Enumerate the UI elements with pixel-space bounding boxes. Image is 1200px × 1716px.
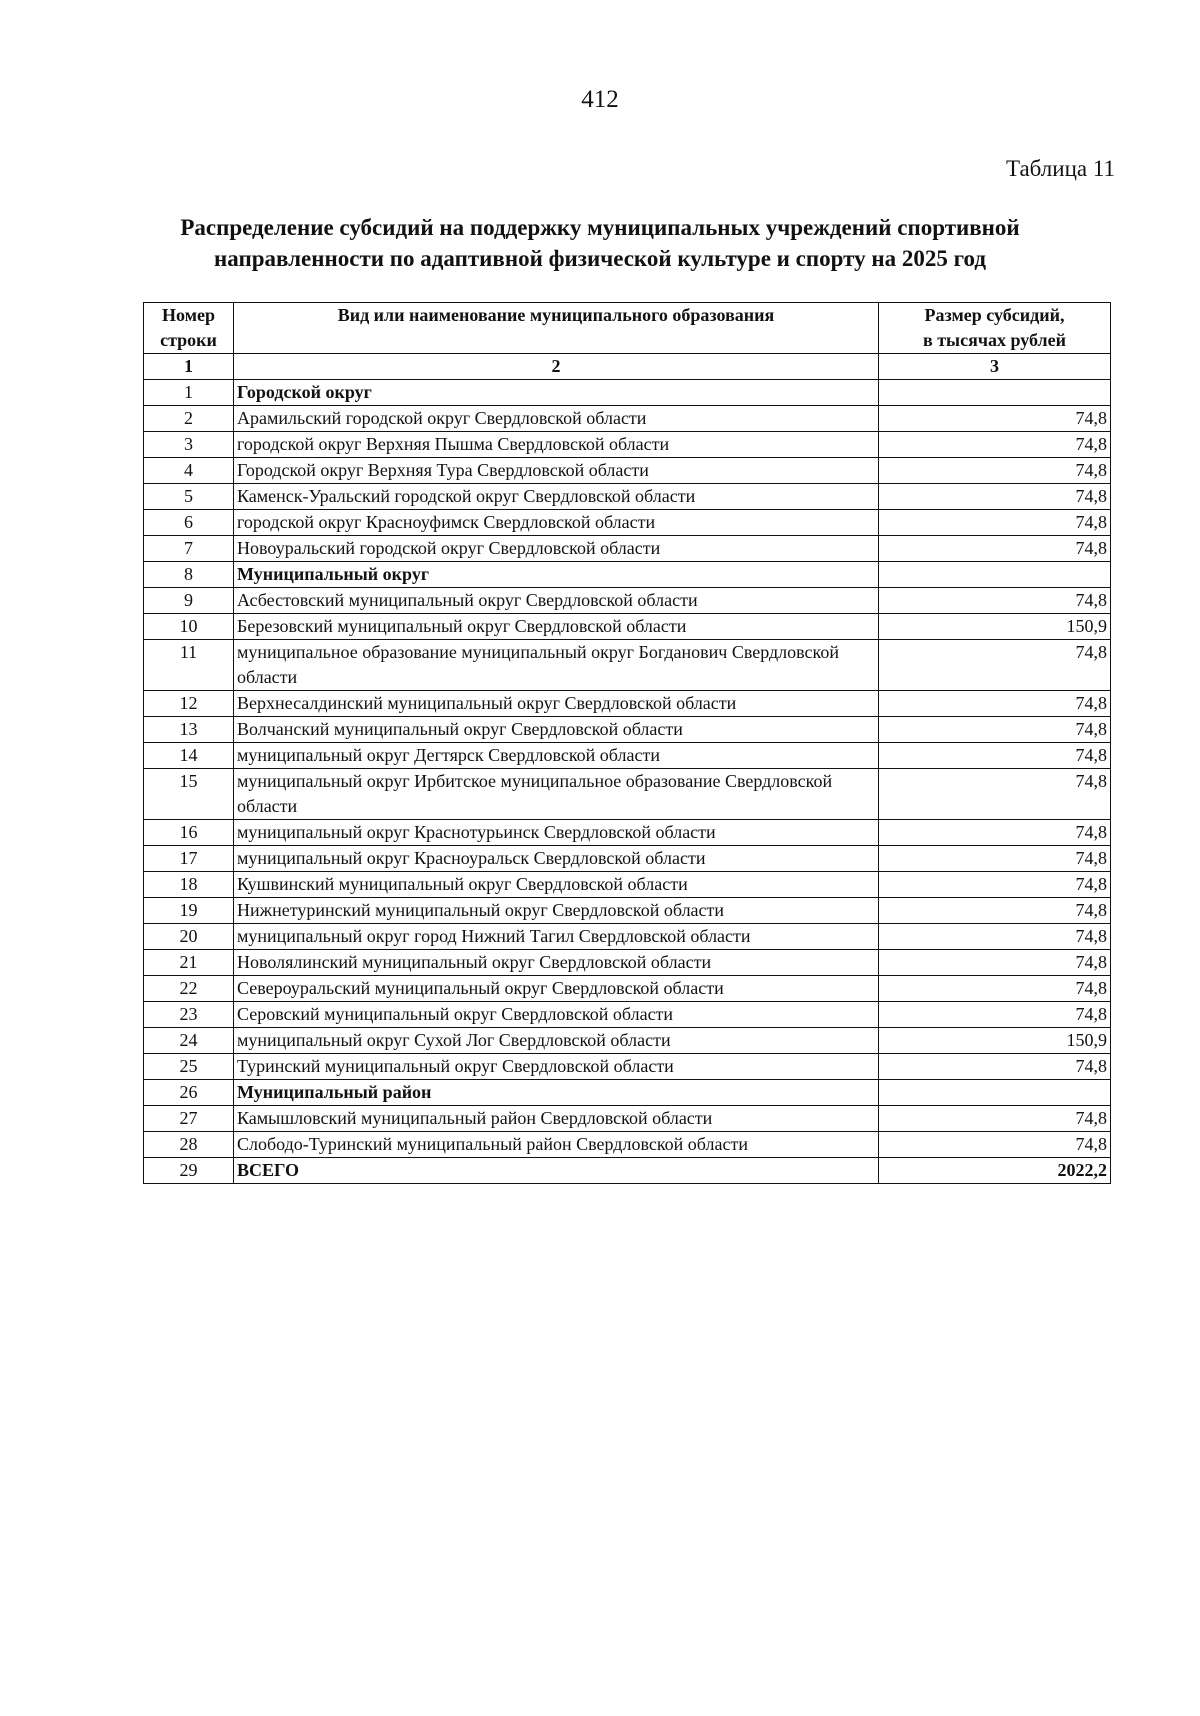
subsidy-value: 74,8 [879,432,1111,458]
row-number: 20 [144,924,234,950]
column-number: 2 [234,354,879,380]
municipality-name: Верхнесалдинский муниципальный округ Свердловской области [234,691,879,717]
table-row [144,1054,1111,1080]
table-row [144,950,1111,976]
row-number: 16 [144,820,234,846]
table-row [144,432,1111,458]
column-numbering-row [144,354,1111,380]
table-label: Таблица 11 [1005,156,1115,181]
subsidy-value: 74,8 [879,950,1111,976]
subsidy-value: 74,8 [879,976,1111,1002]
subsidy-value: 74,8 [879,924,1111,950]
table-row [144,1158,1111,1184]
municipality-name: ВСЕГО [234,1158,879,1184]
municipality-name: муниципальный округ Красноуральск Свердловской области [234,846,879,872]
subsidy-value: 74,8 [879,898,1111,924]
municipality-name: муниципальный округ город Нижний Тагил Свердловской области [234,924,879,950]
subsidy-value: 74,8 [879,406,1111,432]
municipality-name: муниципальный округ Ирбитское муниципальное образование Свердловской области [234,769,879,820]
title-line-1: Распределение субсидий на поддержку муниципальных учреждений спортивной [180,215,1020,240]
subsidy-value: 150,9 [879,1028,1111,1054]
table-row [144,458,1111,484]
subsidy-value: 74,8 [879,1054,1111,1080]
table-row [144,769,1111,820]
municipality-name: Асбестовский муниципальный округ Свердловской области [234,588,879,614]
municipality-name: Туринский муниципальный округ Свердловской области [234,1054,879,1080]
subsidy-value [879,562,1111,588]
row-number: 13 [144,717,234,743]
subsidy-value: 74,8 [879,1106,1111,1132]
table-row [144,1106,1111,1132]
municipality-name: муниципальное образование муниципальный округ Богданович Свердловской области [234,640,879,691]
row-number: 12 [144,691,234,717]
subsidy-value: 74,8 [879,769,1111,820]
subsidy-value: 74,8 [879,846,1111,872]
table-row [144,1080,1111,1106]
table-row [144,640,1111,691]
row-number: 29 [144,1158,234,1184]
row-number: 27 [144,1106,234,1132]
header-row-number: Номер строки [144,303,234,354]
subsidy-value: 74,8 [879,691,1111,717]
table-row [144,1028,1111,1054]
row-number: 24 [144,1028,234,1054]
column-number: 3 [879,354,1111,380]
table-row [144,484,1111,510]
subsidy-value: 2022,2 [879,1158,1111,1184]
municipality-name: Муниципальный округ [234,562,879,588]
table-row [144,872,1111,898]
subsidy-value: 74,8 [879,484,1111,510]
municipality-name: Новоуральский городской округ Свердловской области [234,536,879,562]
subsidy-value: 74,8 [879,640,1111,691]
header-subsidy-line-1: Размер субсидий, [924,305,1065,325]
header-subsidy [879,303,1111,354]
subsidy-value: 74,8 [879,588,1111,614]
subsidy-value: 150,9 [879,614,1111,640]
table-row [144,743,1111,769]
header-subsidy-line-2: в тысячах рублей [922,330,1067,350]
row-number: 23 [144,1002,234,1028]
row-number: 6 [144,510,234,536]
table-row [144,976,1111,1002]
row-number: 21 [144,950,234,976]
municipality-name: Североуральский муниципальный округ Свердловской области [234,976,879,1002]
subsidy-value: 74,8 [879,1132,1111,1158]
subsidy-value: 74,8 [879,536,1111,562]
table-row [144,536,1111,562]
municipality-name: Городской округ [234,380,879,406]
municipality-name: муниципальный округ Краснотурьинск Свердловской области [234,820,879,846]
document-title [100,212,1100,274]
municipality-name: Кушвинский муниципальный округ Свердловской области [234,872,879,898]
municipality-name: Каменск-Уральский городской округ Свердловской области [234,484,879,510]
table-row [144,614,1111,640]
row-number: 19 [144,898,234,924]
municipality-name: Камышловский муниципальный район Свердловской области [234,1106,879,1132]
row-number: 17 [144,846,234,872]
row-number: 25 [144,1054,234,1080]
row-number: 15 [144,769,234,820]
subsidy-value [879,380,1111,406]
subsidy-value: 74,8 [879,872,1111,898]
subsidy-value: 74,8 [879,1002,1111,1028]
row-number: 4 [144,458,234,484]
subsidy-value: 74,8 [879,717,1111,743]
municipality-name: Волчанский муниципальный округ Свердловской области [234,717,879,743]
subsidy-value: 74,8 [879,458,1111,484]
table-row [144,1132,1111,1158]
municipality-name: Арамильский городской округ Свердловской области [234,406,879,432]
page-number: 412 [581,86,619,113]
row-number: 7 [144,536,234,562]
table-row [144,691,1111,717]
subsidy-value [879,1080,1111,1106]
municipality-name: Городской округ Верхняя Тура Свердловской области [234,458,879,484]
municipality-name: Серовский муниципальный округ Свердловской области [234,1002,879,1028]
municipality-name: Новолялинский муниципальный округ Свердловской области [234,950,879,976]
subsidy-value: 74,8 [879,510,1111,536]
row-number: 26 [144,1080,234,1106]
row-number: 3 [144,432,234,458]
row-number: 1 [144,380,234,406]
row-number: 22 [144,976,234,1002]
table-row [144,406,1111,432]
row-number: 2 [144,406,234,432]
column-number: 1 [144,354,234,380]
row-number: 28 [144,1132,234,1158]
municipality-name: Муниципальный район [234,1080,879,1106]
row-number: 5 [144,484,234,510]
row-number: 8 [144,562,234,588]
table-row [144,510,1111,536]
table-row [144,588,1111,614]
row-number: 10 [144,614,234,640]
municipality-name: муниципальный округ Дегтярск Свердловской области [234,743,879,769]
municipality-name: муниципальный округ Сухой Лог Свердловской области [234,1028,879,1054]
row-number: 14 [144,743,234,769]
subsidy-value: 74,8 [879,743,1111,769]
municipality-name: городской округ Красноуфимск Свердловской области [234,510,879,536]
row-number: 11 [144,640,234,691]
table-row [144,562,1111,588]
row-number: 18 [144,872,234,898]
table-row [144,717,1111,743]
subsidy-table [143,302,1111,1184]
municipality-name: Нижнетуринский муниципальный округ Свердловской области [234,898,879,924]
table-row [144,1002,1111,1028]
table-row [144,820,1111,846]
municipality-name: Березовский муниципальный округ Свердловской области [234,614,879,640]
municipality-name: Слободо-Туринский муниципальный район Свердловской области [234,1132,879,1158]
row-number: 9 [144,588,234,614]
title-line-2: направленности по адаптивной физической культуре и спорту на 2025 год [214,246,986,271]
municipality-name: городской округ Верхняя Пышма Свердловской области [234,432,879,458]
header-municipality: Вид или наименование муниципального образования [234,303,879,354]
table-row [144,898,1111,924]
table-row [144,846,1111,872]
table-row [144,924,1111,950]
table-row [144,380,1111,406]
subsidy-value: 74,8 [879,820,1111,846]
